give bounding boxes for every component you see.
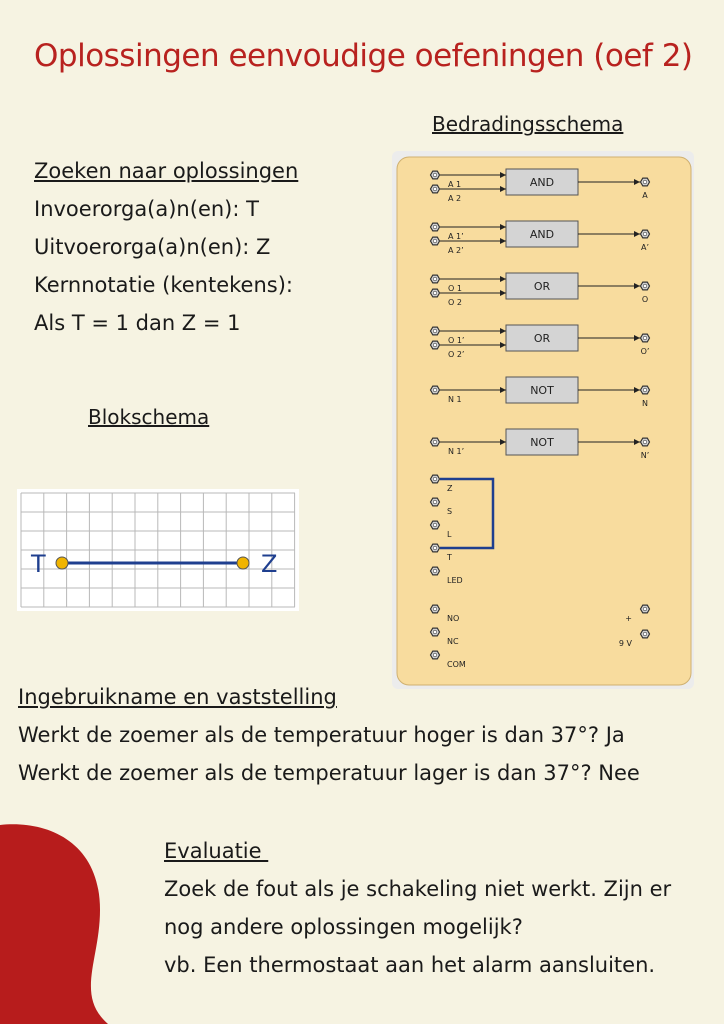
input-label: O 1 xyxy=(448,284,462,293)
relay-label-no: NO xyxy=(447,614,460,623)
gate-label: OR xyxy=(533,280,551,293)
evaluation-section xyxy=(164,832,671,984)
output-terminal-hole xyxy=(643,232,647,236)
gate-label: OR xyxy=(533,332,551,345)
block-diagram xyxy=(17,489,299,611)
gate-label: NOT xyxy=(530,436,554,449)
wiring-heading: Bedradingsschema xyxy=(432,112,624,136)
commissioning-line-high: Werkt de zoemer als de temperatuur hoger is dan 37°? Ja xyxy=(18,723,625,747)
power-label: + xyxy=(625,614,632,623)
io-label-t: T xyxy=(447,553,452,562)
solutions-line-rule: Als T = 1 dan Z = 1 xyxy=(34,311,241,335)
output-terminal-hole xyxy=(643,388,647,392)
io-label-led: LED xyxy=(447,576,463,585)
io-label-l: L xyxy=(447,530,452,539)
input-terminal-hole xyxy=(433,277,437,281)
commissioning-line-low: Werkt de zoemer als de temperatuur lager is dan 37°? Nee xyxy=(18,761,640,785)
input-label: O 2’ xyxy=(448,350,465,359)
input-label: A 2 xyxy=(448,194,462,203)
evaluation-line-2: nog andere oplossingen mogelijk? xyxy=(164,915,523,939)
input-label: O 1’ xyxy=(448,336,465,345)
evaluation-line-1: Zoek de fout als je schakeling niet werkt. Zijn er xyxy=(164,877,672,901)
io-terminal-t-hole xyxy=(433,546,437,550)
io-label-s: S xyxy=(447,507,453,516)
output-label: O xyxy=(641,295,649,304)
decorative-red-shape xyxy=(0,820,140,1024)
gate-label: AND xyxy=(529,176,555,189)
io-terminal-led-hole xyxy=(433,569,437,573)
power-terminal-hole xyxy=(643,632,647,636)
solutions-line-output: Uitvoerorga(a)n(en): Z xyxy=(34,235,271,259)
output-label: N xyxy=(642,399,648,408)
input-terminal-hole xyxy=(433,388,437,392)
output-terminal-hole xyxy=(643,336,647,340)
solutions-line-input: Invoerorga(a)n(en): T xyxy=(34,197,259,221)
input-label: N 1 xyxy=(448,395,462,404)
wiring-board xyxy=(392,151,694,689)
relay-label-nc: NC xyxy=(447,637,459,646)
block-output-label: Z xyxy=(261,550,278,578)
output-label: O’ xyxy=(640,347,650,356)
input-terminal-hole xyxy=(433,173,437,177)
input-label: A 1’ xyxy=(448,232,464,241)
page-title: Oplossingen eenvoudige oefeningen (oef 2) xyxy=(34,38,693,74)
gate-label: AND xyxy=(529,228,555,241)
block-input-label: T xyxy=(31,550,46,578)
gate-label: NOT xyxy=(530,384,554,397)
output-terminal-hole xyxy=(643,284,647,288)
input-terminal-hole xyxy=(433,291,437,295)
input-terminal-hole xyxy=(433,239,437,243)
input-label: O 2 xyxy=(448,298,462,307)
input-label: N 1’ xyxy=(448,447,465,456)
input-terminal-hole xyxy=(433,440,437,444)
power-terminal-hole xyxy=(643,607,647,611)
relay-label-com: COM xyxy=(447,660,466,669)
io-label-z: Z xyxy=(447,484,453,493)
block-diagram-heading: Blokschema xyxy=(88,405,210,429)
solutions-heading: Zoeken naar oplossingen xyxy=(34,159,299,183)
commissioning-heading: Ingebruikname en vaststelling xyxy=(18,685,337,709)
io-terminal-z-hole xyxy=(433,477,437,481)
input-terminal-hole xyxy=(433,343,437,347)
io-terminal-s-hole xyxy=(433,500,437,504)
input-label: A 2’ xyxy=(448,246,464,255)
output-label: N’ xyxy=(640,451,650,460)
power-label: 9 V xyxy=(618,639,632,648)
solutions-section xyxy=(34,152,298,342)
input-terminal-hole xyxy=(433,225,437,229)
output-terminal-hole xyxy=(643,440,647,444)
solutions-line-notation: Kernnotatie (kentekens): xyxy=(34,273,293,297)
output-label: A’ xyxy=(640,243,650,252)
commissioning-section xyxy=(18,678,640,792)
output-terminal-hole xyxy=(643,180,647,184)
output-label: A xyxy=(642,191,648,200)
relay-terminal-no-hole xyxy=(433,607,437,611)
block-input-terminal xyxy=(56,557,68,569)
relay-terminal-nc-hole xyxy=(433,630,437,634)
block-output-terminal xyxy=(237,557,249,569)
input-terminal-hole xyxy=(433,187,437,191)
relay-terminal-com-hole xyxy=(433,653,437,657)
io-terminal-l-hole xyxy=(433,523,437,527)
input-label: A 1 xyxy=(448,180,462,189)
evaluation-line-3: vb. Een thermostaat aan het alarm aansluiten. xyxy=(164,953,656,977)
input-terminal-hole xyxy=(433,329,437,333)
evaluation-heading: Evaluatie xyxy=(164,839,269,863)
